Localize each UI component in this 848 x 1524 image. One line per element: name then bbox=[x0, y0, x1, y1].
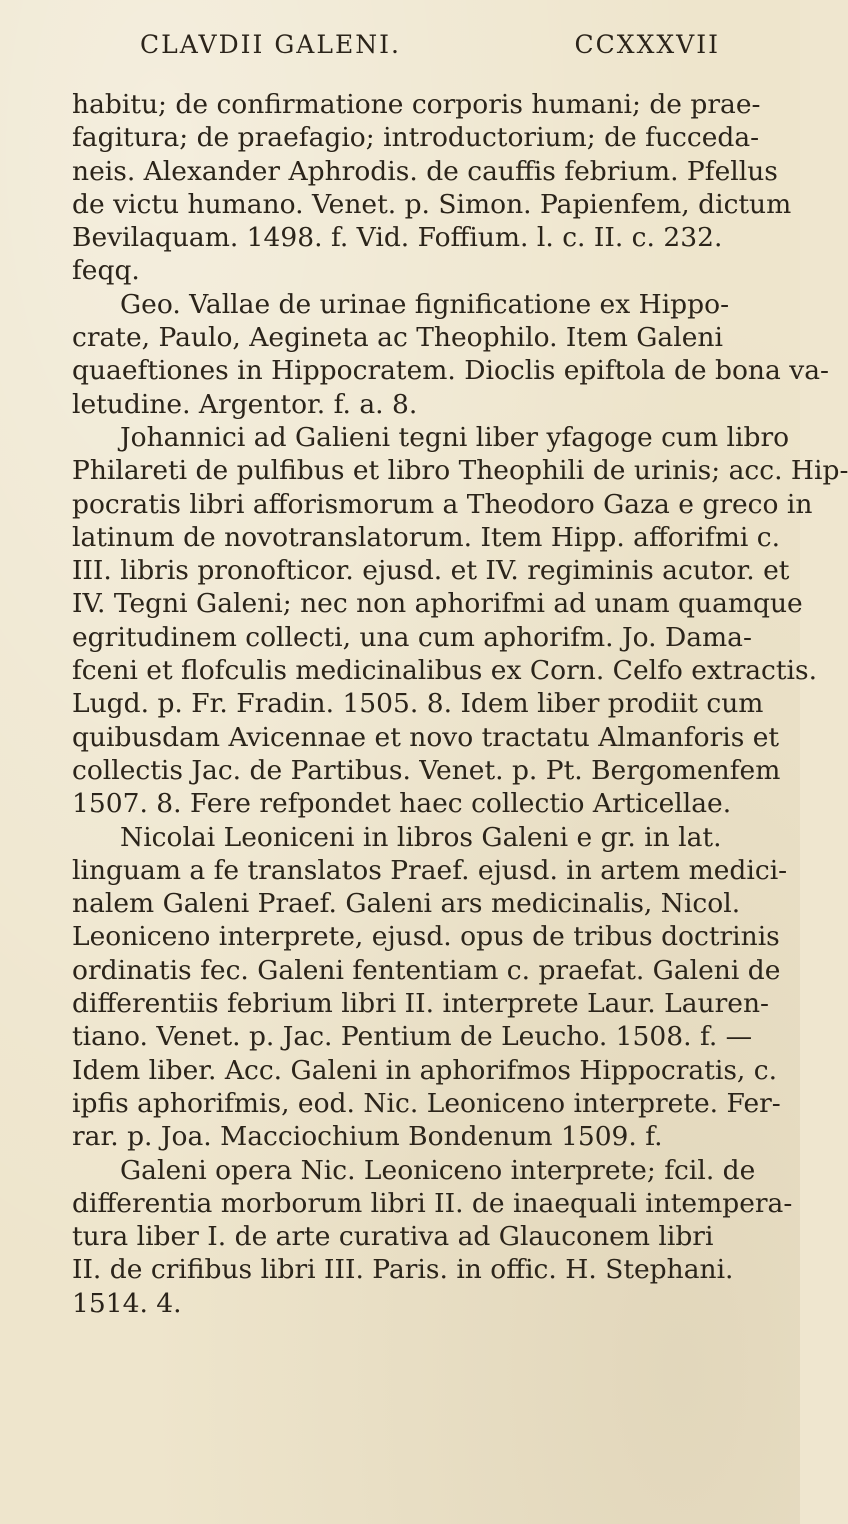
page-number: ССXXXVII bbox=[574, 30, 720, 59]
body-text bbox=[72, 88, 848, 1320]
entry-start-line: Johannici ad Galieni tegni liber yfagoge cum libro bbox=[120, 421, 790, 453]
entry-start-line: Geo. Vallae de urinae fignificatione ex Hippo- bbox=[120, 288, 730, 320]
text-line: linguam a fe translatos Praef. ejusd. in artem medici- bbox=[72, 854, 788, 886]
text-line: quibusdam Avicennae et novo tractatu Almanforis et bbox=[72, 721, 780, 753]
text-line: rar. p. Joa. Macciochium Bondenum 1509. f. bbox=[72, 1121, 663, 1153]
text-line: II. de crifibus libri III. Paris. in offic. H. Stephani. bbox=[72, 1254, 734, 1286]
text-line: egritudinem collecti, una cum aphorifm. Jo. Dama- bbox=[72, 621, 752, 653]
text-line: Lugd. p. Fr. Fradin. 1505. 8. Idem liber prodiit cum bbox=[72, 688, 764, 720]
running-title: CLAVDII GALENI. bbox=[140, 30, 401, 59]
text-line: Idem liber. Acc. Galeni in aphorifmos Hippocratis, c. bbox=[72, 1054, 778, 1086]
text-line: neis. Alexander Aphrodis. de cauffis febrium. Pfellus bbox=[72, 155, 778, 187]
entry-start-line: Galeni opera Nic. Leoniceno interprete; fcil. de bbox=[120, 1154, 756, 1186]
text-line: collectis Jac. de Partibus. Venet. p. Pt. Bergomenfem bbox=[72, 754, 781, 786]
text-line: tiano. Venet. p. Jac. Pentium de Leucho. 1508. f. — bbox=[72, 1021, 753, 1053]
text-line: differentiis febrium libri II. interprete Laur. Lauren- bbox=[72, 988, 769, 1020]
text-line: IV. Tegni Galeni; nec non aphorifmi ad unam quamque bbox=[72, 588, 803, 620]
text-line: de victu humano. Venet. p. Simon. Papienfem, dictum bbox=[72, 188, 792, 220]
text-line: III. libris pronofticor. ejusd. et IV. regiminis acutor. et bbox=[72, 555, 790, 587]
text-line: pocratis libri afforismorum a Theodoro Gaza e greco in bbox=[72, 488, 813, 520]
text-line: Philareti de pulfibus et libro Theophili de urinis; acc. Hip- bbox=[72, 455, 848, 487]
text-line: 1507. 8. Fere refpondet haec collectio Articellae. bbox=[72, 788, 732, 820]
text-line: fagitura; de praefagio; introductorium; de fucceda- bbox=[72, 122, 760, 154]
text-line: letudine. Argentor. f. a. 8. bbox=[72, 388, 418, 420]
text-line: 1514. 4. bbox=[72, 1287, 182, 1319]
text-line: differentia morborum libri II. de inaequali intempera- bbox=[72, 1187, 793, 1219]
text-line: quaeftiones in Hippocratem. Dioclis epiftola de bona va- bbox=[72, 355, 829, 387]
text-line: latinum de novotranslatorum. Item Hipp. afforifmi c. bbox=[72, 521, 781, 553]
text-line: ordinatis fec. Galeni fententiam c. praefat. Galeni de bbox=[72, 954, 781, 986]
text-line: nalem Galeni Praef. Galeni ars medicinalis, Nicol. bbox=[72, 888, 741, 920]
entry-start-line: Nicolai Leoniceni in libros Galeni e gr. in lat. bbox=[120, 821, 722, 853]
text-line: tura liber I. de arte curativa ad Glauconem libri bbox=[72, 1221, 714, 1253]
text-line: Bevilaquam. 1498. f. Vid. Foffium. l. c. II. c. 232. bbox=[72, 222, 723, 254]
text-line: fceni et flofculis medicinalibus ex Corn. Celfo extractis. bbox=[72, 655, 818, 687]
blank-bottom-margin bbox=[72, 1200, 752, 1500]
text-line: habitu; de confirmatione corporis humani; de prae- bbox=[72, 89, 761, 120]
text-line: Leoniceno interprete, ejusd. opus de tribus doctrinis bbox=[72, 921, 780, 953]
page-header bbox=[140, 24, 720, 64]
text-line: crate, Paulo, Aegineta ac Theophilo. Item Galeni bbox=[72, 322, 723, 354]
text-line: ipfis aphorifmis, eod. Nic. Leoniceno interprete. Fer- bbox=[72, 1087, 781, 1119]
text-line: feqq. bbox=[72, 255, 140, 287]
